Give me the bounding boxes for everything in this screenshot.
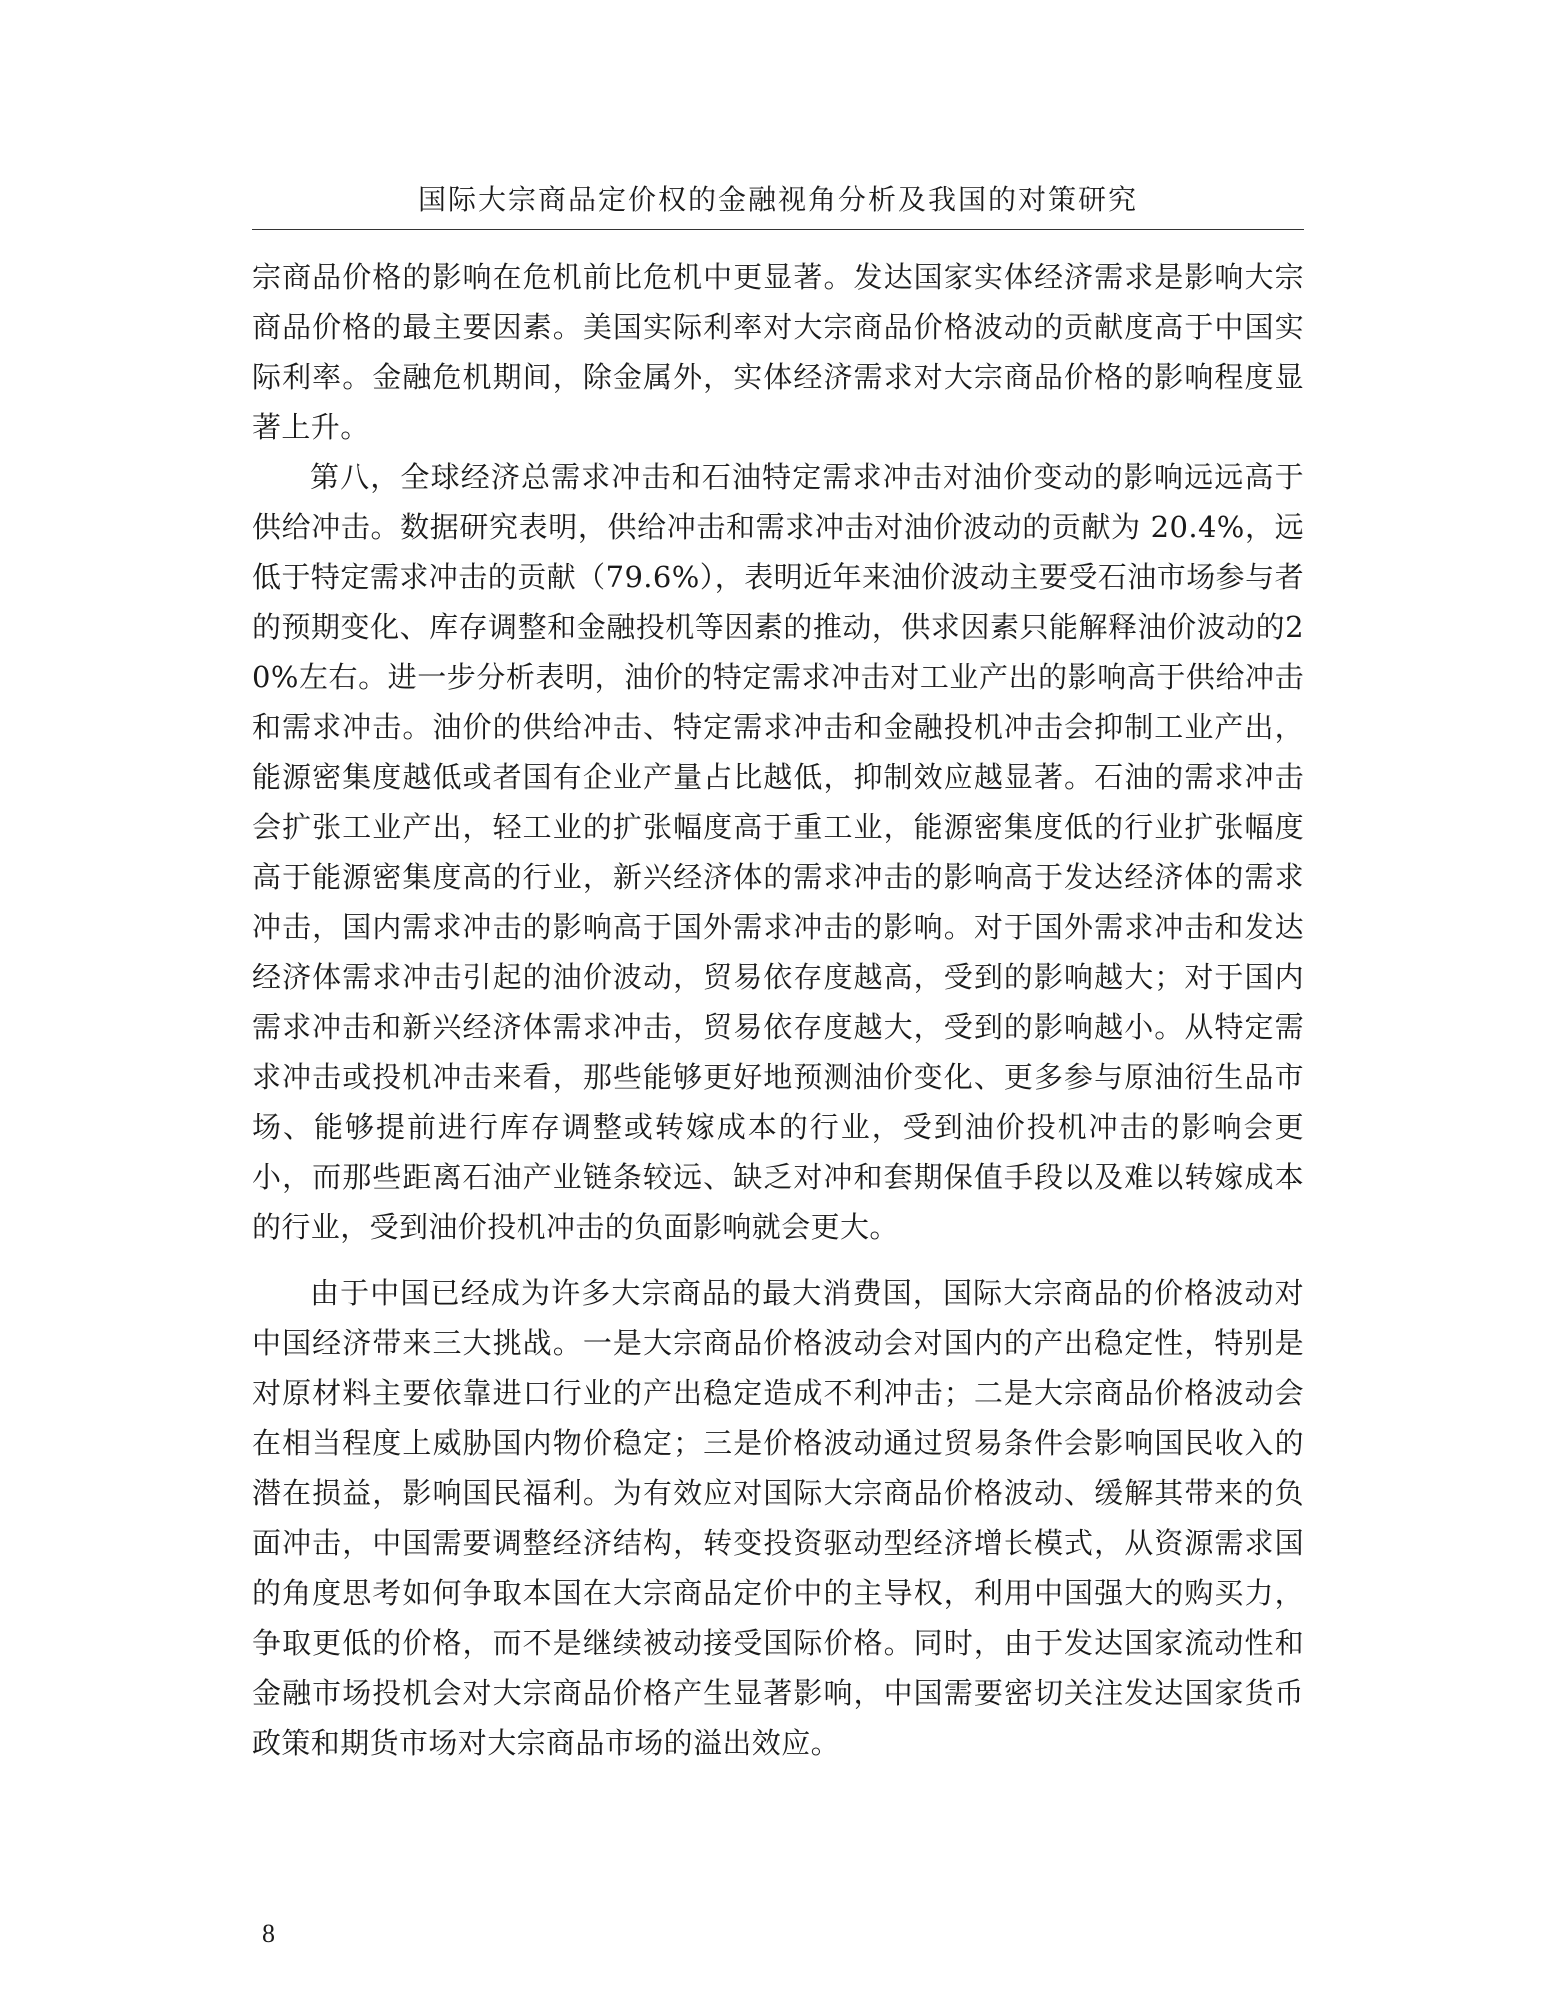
paragraph-eighth-point: 第八，全球经济总需求冲击和石油特定需求冲击对油价变动的影响远远高于供给冲击。数据研究表明，供给冲击和需求冲击对油价波动的贡献为 20.4%，远低于特定需求冲击的贡献（79.6%），表明近年来油价波动主要受石油市场参与者的预期变化、库存调整和金融投机等因素的推动，供求因素只能解释油价波动的20%左右。进一步分析表明，油价的特定需求冲击对工业产出的影响高于供给冲击和需求冲击。油价的供给冲击、特定需求冲击和金融投机冲击会抑制工业产出，能源密集度越低或者国有企业产量占比越低，抑制效应越显著。石油的需求冲击会扩张工业产出，轻工业的扩张幅度高于重工业，能源密集度低的行业扩张幅度高于能源密集度高的行业，新兴经济体的需求冲击的影响高于发达经济体的需求冲击，国内需求冲击的影响高于国外需求冲击的影响。对于国外需求冲击和发达经济体需求冲击引起的油价波动，贸易依存度越高，受到的影响越大；对于国内需求冲击和新兴经济体需求冲击，贸易依存度越大，受到的影响越小。从特定需求冲击或投机冲击来看，那些能够更好地预测油价变化、更多参与原油衍生品市场、能够提前进行库存调整或转嫁成本的行业，受到油价投机冲击的影响会更小，而那些距离石油产业链条较远、缺乏对冲和套期保值手段以及难以转嫁成本的行业，受到油价投机冲击的负面影响就会更大。 (252, 460, 1304, 1244)
paragraph-continued: 宗商品价格的影响在危机前比危机中更显著。发达国家实体经济需求是影响大宗商品价格的最主要因素。美国实际利率对大宗商品价格波动的贡献度高于中国实际利率。金融危机期间，除金属外，实体经济需求对大宗商品价格的影响程度显著上升。 (252, 260, 1304, 444)
header-divider (252, 229, 1304, 230)
running-header-title: 国际大宗商品定价权的金融视角分析及我国的对策研究 (417, 183, 1138, 216)
page-number: 8 (262, 1919, 275, 1948)
paragraph-china-challenges: 由于中国已经成为许多大宗商品的最大消费国，国际大宗商品的价格波动对中国经济带来三大挑战。一是大宗商品价格波动会对国内的产出稳定性，特别是对原材料主要依靠进口行业的产出稳定造成不利冲击；二是大宗商品价格波动会在相当程度上威胁国内物价稳定；三是价格波动通过贸易条件会影响国民收入的潜在损益，影响国民福利。为有效应对国际大宗商品价格波动、缓解其带来的负面冲击，中国需要调整经济结构，转变投资驱动型经济增长模式，从资源需求国的角度思考如何争取本国在大宗商品定价中的主导权，利用中国强大的购买力，争取更低的价格，而不是继续被动接受国际价格。同时，由于发达国家流动性和金融市场投机会对大宗商品价格产生显著影响，中国需要密切关注发达国家货币政策和期货市场对大宗商品市场的溢出效应。 (252, 1276, 1304, 1760)
body-text (252, 252, 1304, 1768)
